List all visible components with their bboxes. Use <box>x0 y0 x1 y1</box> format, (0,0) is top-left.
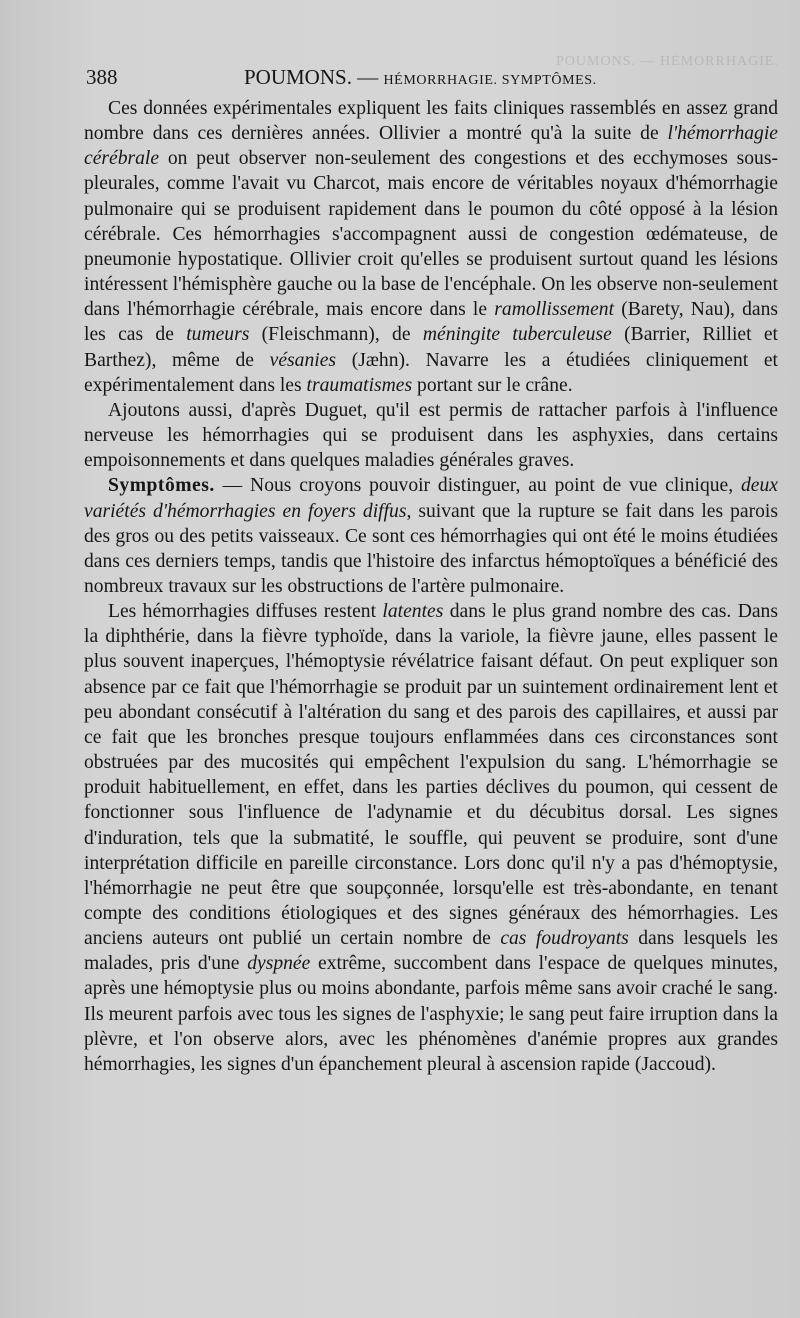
italic-term: dyspnée <box>247 953 311 975</box>
text-run: (Jæhn). Navarre les a étudiées cliniquement et expérimentalement dans les <box>84 349 778 396</box>
text-run: — Nous croyons pouvoir distinguer, au point de vue clinique, <box>214 475 741 497</box>
section-subtitle: HÉMORRHAGIE. SYMPTÔMES. <box>383 73 597 88</box>
paragraph <box>84 599 778 1077</box>
italic-term: latentes <box>382 601 444 623</box>
italic-term: méningite tuberculeuse <box>422 324 612 346</box>
text-run: Les hémorrhagies diffuses restent <box>108 601 383 623</box>
text-run: extrême, succombent dans l'espace de quelques minutes, après une hémoptysie plus ou moins abondante, parfois même sans avoir craché le sang. Ils meurent parfois avec tous les signes de l'asphyxie; le sang peut faire irruption dans la plèvre, et l'on observe alors, avec les phénomènes d'anémie propres aux grandes hémorrhagies, les signes d'un épanchement pleural à ascension rapide (Jaccoud). <box>84 953 778 1075</box>
text-run: (Fleischmann), de <box>249 324 423 346</box>
text-run: on peut observer non-seulement des congestions et des ecchymoses sous-pleurales, comme l'avait vu Charcot, mais encore de véritables noyaux d'hémorrhagie pulmonaire qui se produisent rapidement dans le poumon du côté opposé à la lésion cérébrale. Ces hémorrhagies s'accompagnent aussi de congestion œdémateuse, de pneumonie hypostatique. Ollivier croit qu'elles se produisent surtout quand les lésions intéressent l'hémisphère gauche ou la base de l'encéphale. On les observe non-seulement dans l'hémorrhagie cérébrale, mais encore dans le <box>84 148 778 321</box>
text-run: (Barrier, Rilliet et Barthez), même de <box>84 324 778 371</box>
italic-term: cas foudroyants <box>500 928 629 950</box>
text-run: (Barety, Nau), dans les cas de <box>84 299 778 346</box>
italic-term: deux variétés d'hémorrhagies en foyers diffus <box>84 475 778 522</box>
text-run: Ces données expérimentales expliquent les faits cliniques rassemblés en assez grand nombre dans ces dernières années. Ollivier a montré qu'à la suite de <box>84 98 778 145</box>
page-number: 388 <box>86 65 118 89</box>
body-text <box>84 96 778 1077</box>
italic-term: tumeurs <box>186 324 250 346</box>
paragraph <box>84 398 778 473</box>
section-lead-in: Symptômes. <box>108 475 215 497</box>
italic-term: l'hémorrhagie cérébrale <box>84 123 778 170</box>
running-head <box>244 62 597 96</box>
text-run: dans le plus grand nombre des cas. Dans la diphthérie, dans la fièvre typhoïde, dans la variole, la fièvre jaune, elles passent le plus souvent inaperçues, l'hémoptysie révélatrice faisant défaut. On peut expliquer son absence par ce fait que l'hémorrhagie se produit par un suintement ordinairement lent et peu abondant consécutif à l'altération du sang et des parois des capillaires, et aussi par ce fait que les bronches presque toujours enflammées dans ces circonstances sont obstruées par des mucosités qui empêchent l'expulsion du sang. L'hémorrhagie se produit habituellement, en effet, dans les parties déclives du poumon, qui cessent de fonctionner sous l'influence de l'adynamie et du décubitus dorsal. Les signes d'induration, tels que la submatité, le souffle, qui peuvent se produire, sont d'une interprétation difficile en pareille circonstance. Lors donc qu'il n'y a pas d'hémoptysie, l'hémorrhagie ne peut être que soupçonnée, lorsqu'elle est très-abondante, en tenant compte des conditions étiologiques et des signes généraux des hémorrhagies. Les anciens auteurs ont publié un certain nombre de <box>84 601 778 950</box>
italic-term: ramollissement <box>494 299 615 321</box>
header-separator: — <box>357 65 379 89</box>
italic-term: traumatismes <box>306 374 413 396</box>
paragraph <box>84 473 778 599</box>
section-title: POUMONS. <box>244 65 352 89</box>
text-run: dans lesquels les malades, pris d'une <box>84 928 778 975</box>
italic-term: vésanies <box>269 349 337 371</box>
text-run: portant sur le crâne. <box>412 374 573 396</box>
bleed-through-text: POUMONS. — HÉMORRHAGIE. <box>556 54 779 69</box>
text-run: Ajoutons aussi, d'après Duguet, qu'il est permis de rattacher parfois à l'influence nerveuse les hémorrhagies qui se produisent dans les asphyxies, dans certains empoisonnements et dans quelques maladies générales graves. <box>84 399 778 472</box>
paragraph <box>84 96 778 398</box>
running-header <box>86 62 770 92</box>
text-run: , suivant que la rupture se fait dans les parois des gros ou des petits vaisseaux. Ce sont ces hémorrhagies qui ont été le moins étudiées dans ces derniers temps, tandis que l'histoire des infarctus hémoptoïques a bénéficié des nombreux travaux sur les obstructions de l'artère pulmonaire. <box>84 500 778 597</box>
